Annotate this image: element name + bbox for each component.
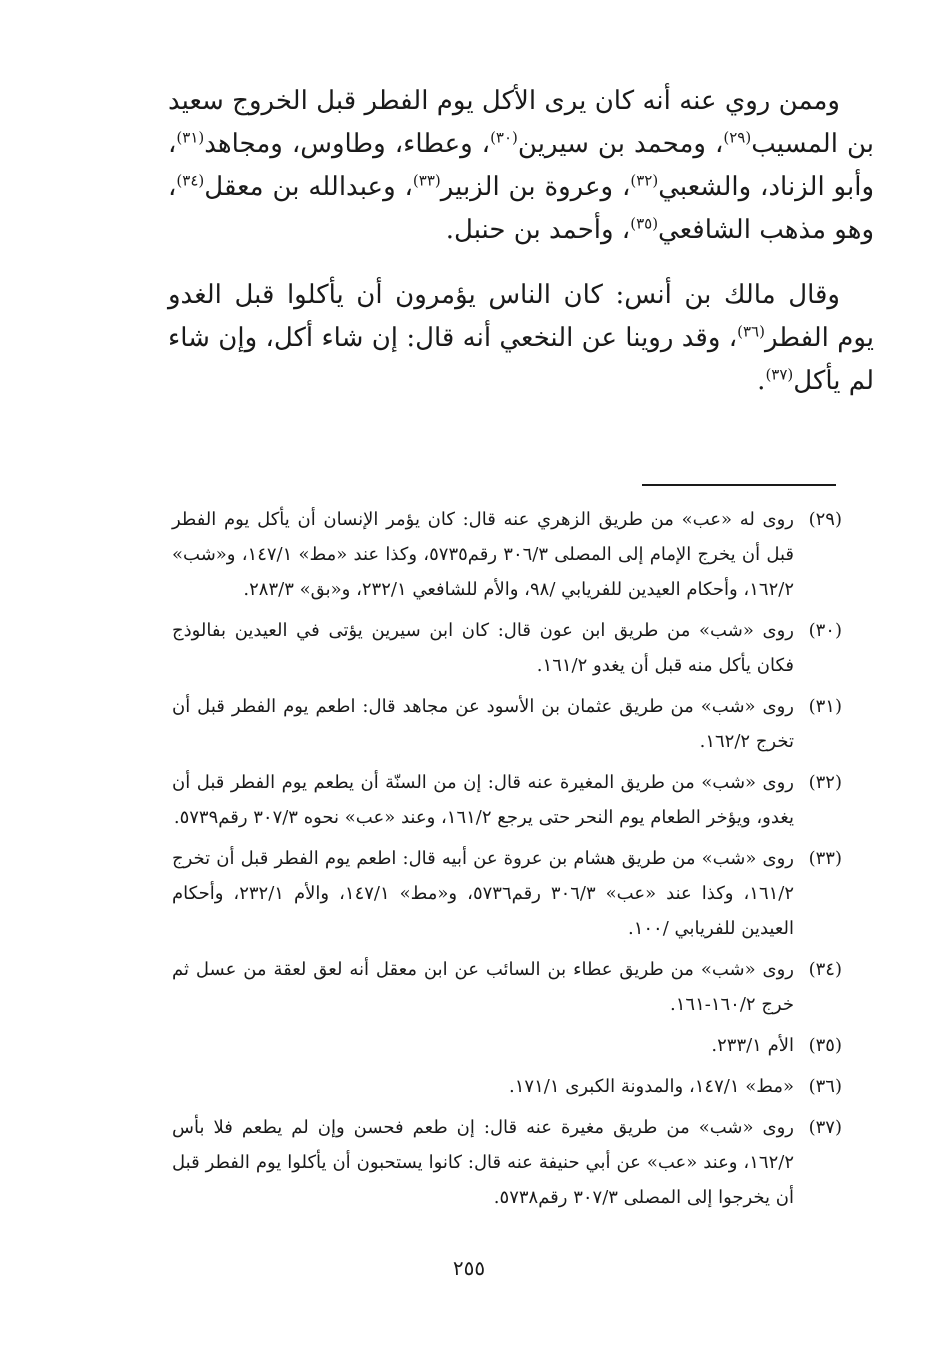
footnote-divider <box>642 484 836 486</box>
footnote-number: (٣٣) <box>808 848 842 869</box>
footnote-text: الأم ٢٣٣/١. <box>711 1035 794 1056</box>
footnote-text: روى «شب» من طريق المغيرة عنه قال: إن من السنّة أن يطعم يوم الفطر قبل أن يغدو، ويؤخر الطعام يوم النحر حتى يرجع ١٦١/٢، وعند «عب» نحوه ٣٠٧/٣ رقم٥٧٣٩. <box>172 772 794 828</box>
footnote-text: روى «شب» من طريق عثمان بن الأسود عن مجاهد قال: اطعم يوم الفطر قبل أن تخرج ١٦٢/٢. <box>172 696 794 752</box>
footnote-ref-30[interactable]: (٣٠) <box>490 128 518 147</box>
footnote-32 <box>172 765 842 835</box>
footnote-ref-32[interactable]: (٣٢) <box>630 171 659 190</box>
footnote-ref-31[interactable]: (٣١) <box>176 128 205 147</box>
footnotes-section <box>172 502 842 1221</box>
footnote-text: روى «شب» من طريق هشام بن عروة عن أبيه قال: اطعم يوم الفطر قبل أن تخرج ١٦١/٢، وكذا عند «عب» ٣٠٦/٣ رقم٥٧٣٦، و«مط» ١٤٧/١، والأم ٢٣٢/١، وأحكام العيدين للفريابي /١٠٠. <box>172 848 795 939</box>
text-segment: وقال مالك بن أنس: كان الناس يؤمرون أن يأكلوا قبل الغدو يوم الفطر <box>168 280 874 353</box>
footnote-ref-35[interactable]: (٣٥) <box>630 214 659 233</box>
footnote-number: (٣٤) <box>808 959 842 980</box>
footnote-ref-29[interactable]: (٢٩) <box>723 128 752 147</box>
footnote-number: (٣٢) <box>808 772 842 793</box>
footnote-text: روى «شب» من طريق مغيرة عنه قال: إن طعم فحسن وإن لم يطعم فلا بأس ١٦٢/٢، وعند «عب» عن أبي حنيفة عنه قال: كانوا يستحبون أن يأكلوا يوم الفطر قبل أن يخرجوا إلى المصلى ٣٠٧/٣ رقم٥٧٣٨. <box>172 1117 794 1208</box>
footnote-text: «مط» ١٤٧/١، والمدونة الكبرى ١٧١/١. <box>509 1076 794 1097</box>
footnote-number: (٣٥) <box>808 1035 842 1056</box>
text-segment: ، وعبدالله بن معقل <box>204 172 413 202</box>
footnote-35 <box>172 1028 842 1063</box>
text-segment: ، وأحمد بن حنبل. <box>445 215 631 245</box>
page-number: ٢٥٥ <box>452 1256 486 1280</box>
text-segment: ، وأبو الزناد، والشعبي <box>168 129 874 202</box>
footnote-number: (٣١) <box>808 696 842 717</box>
text-segment: ، وهو مذهب الشافعي <box>168 172 874 245</box>
text-segment: ، وقد روينا عن النخعي أنه قال: إن شاء أكل، وإن شاء لم يأكل <box>168 323 874 396</box>
footnote-31 <box>172 689 842 759</box>
text-segment: ، وعطاء، وطاوس، ومجاهد <box>204 129 491 159</box>
footnote-ref-37[interactable]: (٣٧) <box>765 365 794 384</box>
footnote-ref-34[interactable]: (٣٤) <box>176 171 205 190</box>
footnote-number: (٣٧) <box>808 1117 842 1138</box>
footnote-ref-33[interactable]: (٣٣) <box>412 171 441 190</box>
footnote-text: روى «شب» من طريق ابن عون قال: كان ابن سيرين يؤتى في العيدين بفالوذج فكان يأكل منه قبل أن يغدو ١٦١/٢. <box>172 620 794 676</box>
footnote-ref-36[interactable]: (٣٦) <box>737 322 765 341</box>
footnote-34 <box>172 952 842 1022</box>
main-paragraph-2 <box>168 274 874 403</box>
footnote-30 <box>172 613 842 683</box>
main-text <box>168 80 874 403</box>
text-segment: وممن روي عنه أنه كان يرى الأكل يوم الفطر قبل الخروج سعيد بن المسيب <box>168 86 875 159</box>
main-paragraph-1 <box>168 80 874 252</box>
footnote-text: روى له «عب» من طريق الزهري عنه قال: كان يؤمر الإنسان أن يأكل يوم الفطر قبل أن يخرج الإمام إلى المصلى ٣٠٦/٣ رقم٥٧٣٥، وكذا عند «مط» ١٤٧/١، و«شب» ١٦٢/٢، وأحكام العيدين للفريابي /٩٨، والأم للشافعي ٢٣٢/١، و«بق» ٢٨٣/٣. <box>172 509 795 600</box>
footnote-number: (٣٦) <box>808 1076 842 1097</box>
text-segment: . <box>757 366 766 396</box>
footnote-36 <box>172 1069 842 1104</box>
footnote-number: (٢٩) <box>808 509 842 530</box>
footnote-33 <box>172 841 842 946</box>
text-segment: ، ومحمد بن سيرين <box>517 129 724 159</box>
footnote-text: روى «شب» من طريق عطاء بن السائب عن ابن معقل أنه لعق لعقة من عسل ثم خرج ١٦٠/٢-١٦١. <box>172 959 794 1015</box>
footnote-29 <box>172 502 842 607</box>
footnote-number: (٣٠) <box>808 620 842 641</box>
text-segment: ، وعروة بن الزبير <box>440 172 631 202</box>
footnote-37 <box>172 1110 842 1215</box>
